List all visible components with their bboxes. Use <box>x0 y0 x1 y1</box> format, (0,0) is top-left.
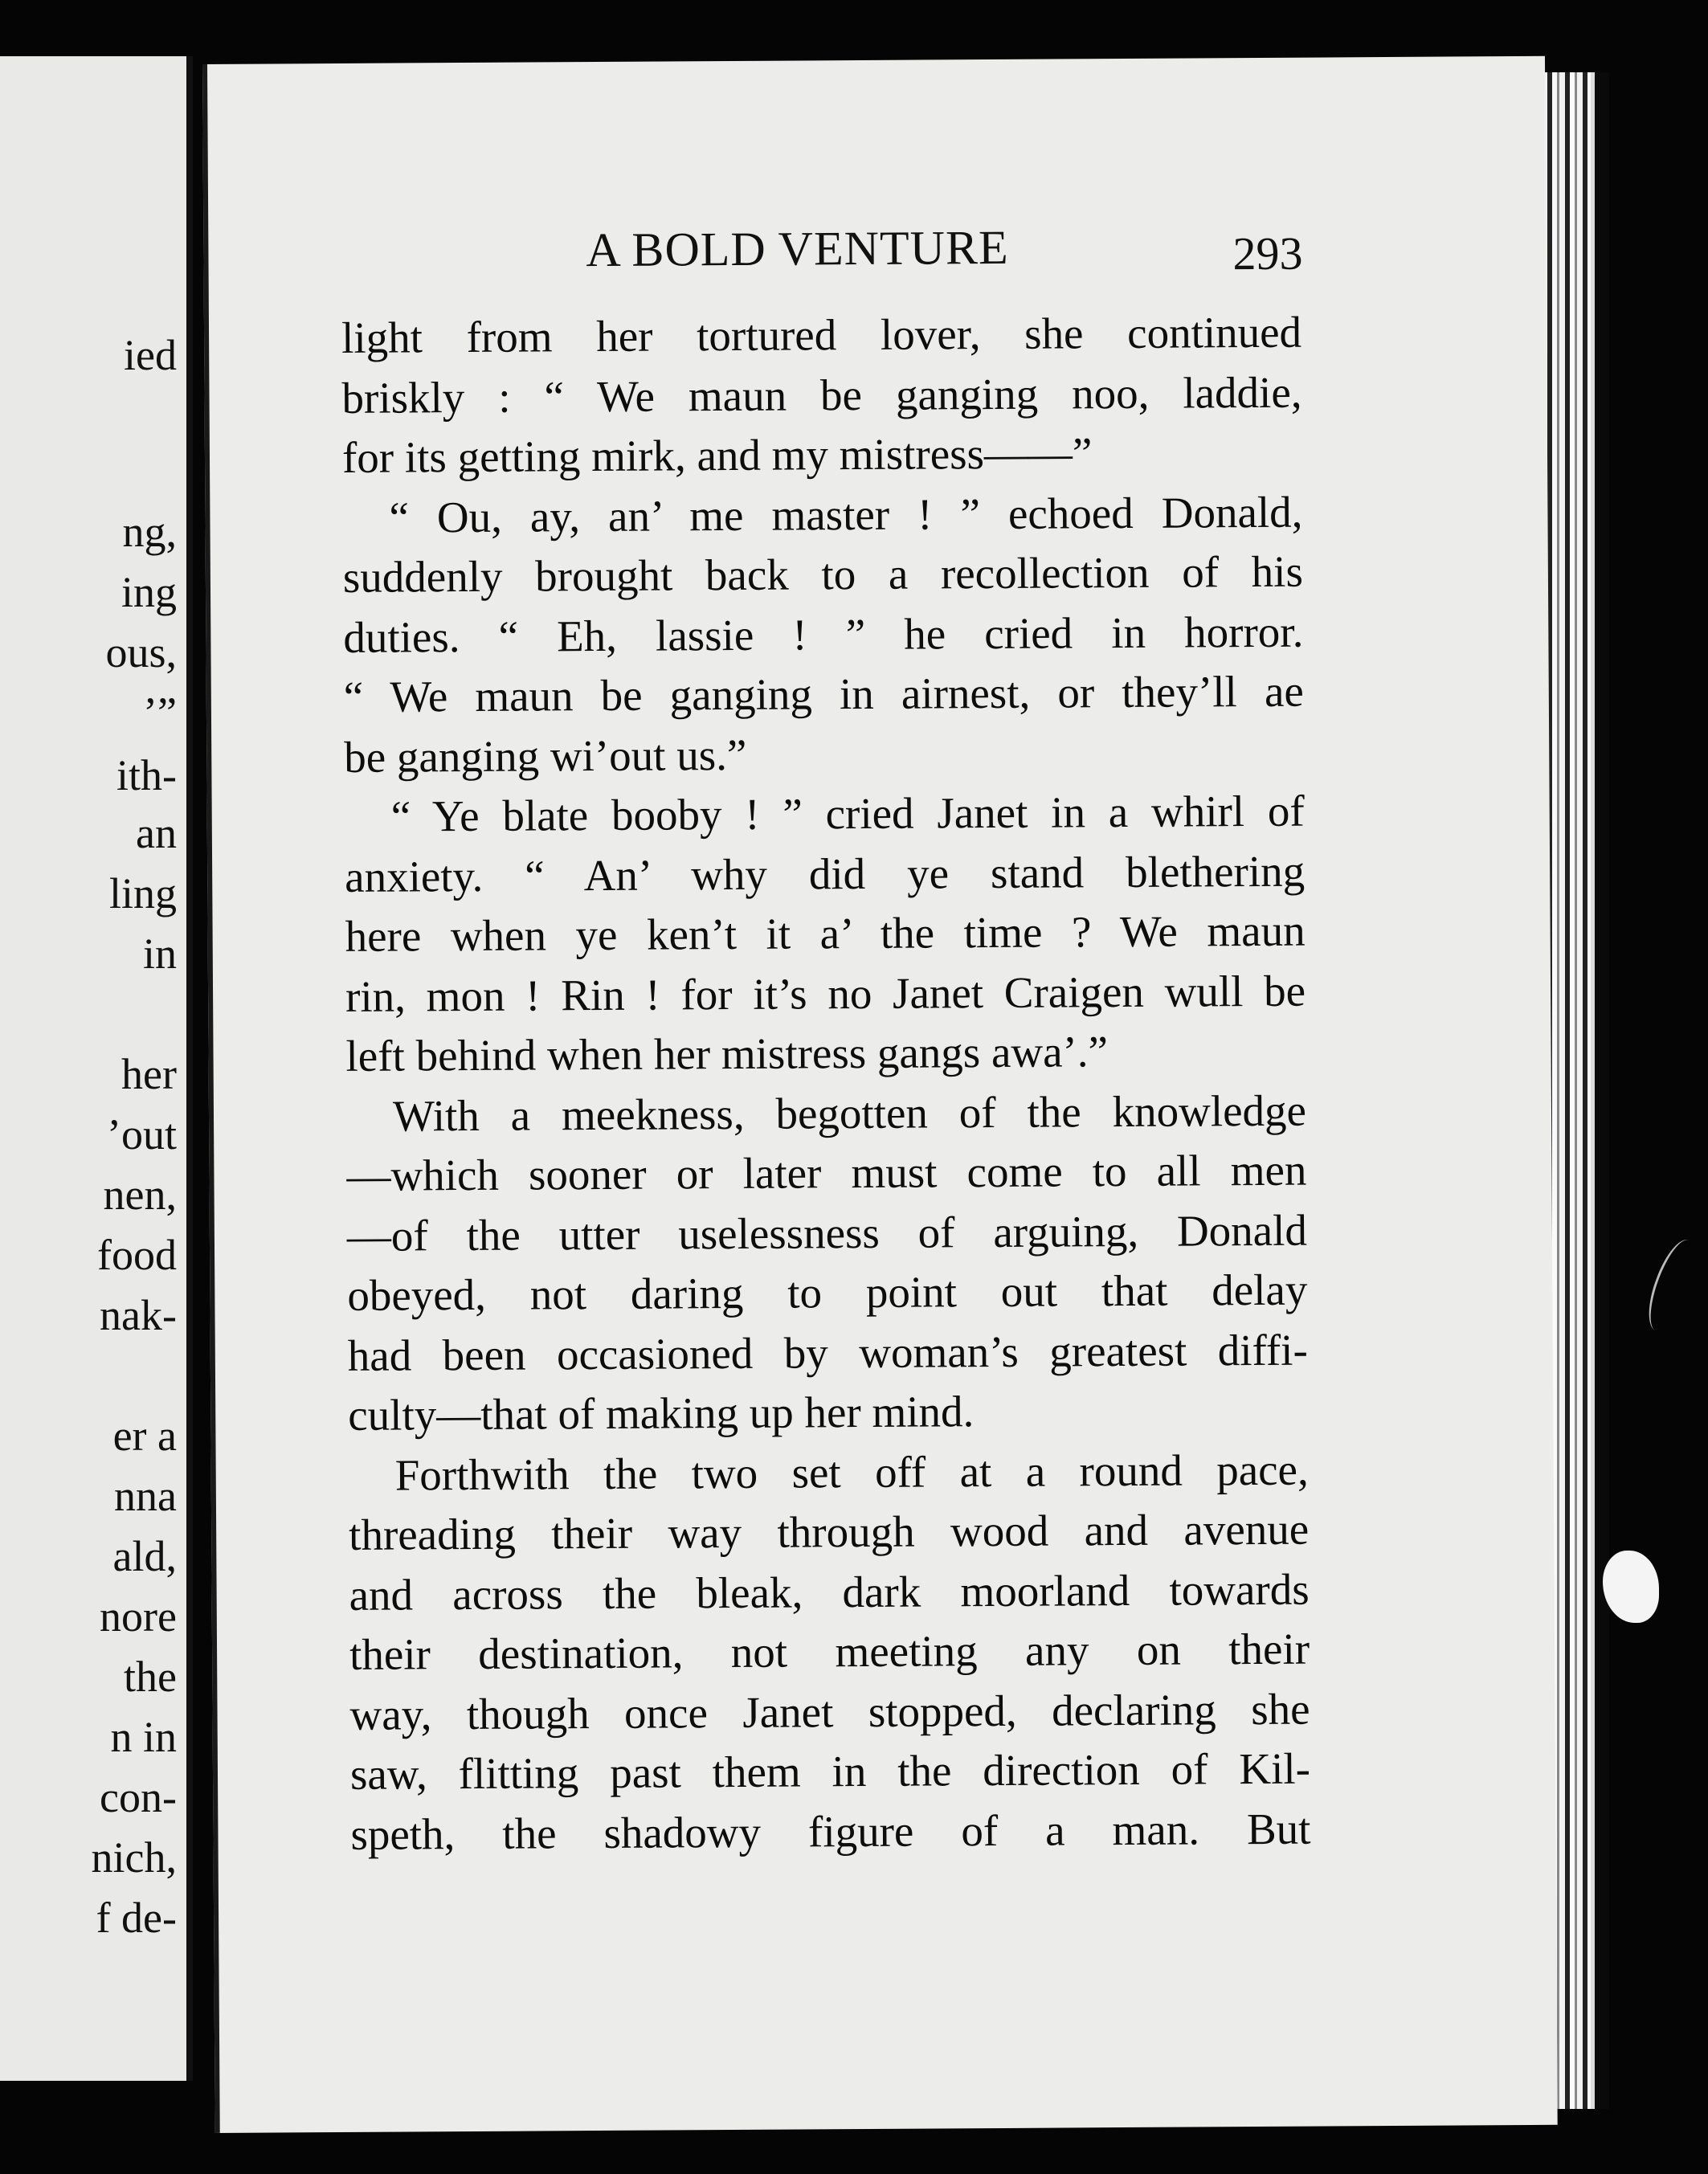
left-page-fragment: ’” <box>143 689 177 737</box>
left-page-fragment: ing <box>121 568 177 616</box>
text-line: culty—that of making up her mind. <box>348 1387 975 1440</box>
text-line: briskly : “ We maun be ganging noo, laddie, <box>341 367 1302 423</box>
left-page-fragment: ng, <box>122 508 177 556</box>
right-page <box>202 56 1558 2133</box>
text-line: —of the utter uselessness of arguing, Donald <box>346 1205 1308 1261</box>
left-page-fragment: ling <box>108 869 177 917</box>
running-head <box>208 217 1546 289</box>
text-line: Forthwith the two set off at a round pace, <box>394 1445 1309 1500</box>
text-line: anxiety. “ An’ why did ye stand blethering <box>344 846 1306 901</box>
text-line: rin, mon ! Rin ! for it’s no Janet Craigen wull be <box>345 966 1306 1021</box>
left-page-fragment: ous, <box>105 628 177 676</box>
text-line: and across the bleak, dark moorland towards <box>349 1564 1310 1620</box>
left-page <box>0 56 193 2081</box>
text-line: be ganging wi’out us.” <box>344 729 747 782</box>
text-line: suddenly brought back to a recollection of his <box>342 546 1304 602</box>
left-page-fragment: nna <box>114 1472 177 1520</box>
left-page-fragment: n in <box>110 1713 177 1761</box>
left-page-fragment: nen, <box>103 1171 177 1219</box>
left-page-fragment: ald, <box>112 1532 177 1580</box>
left-page-fragment: nich, <box>91 1833 177 1882</box>
text-line: for its getting mirk, and my mistress——” <box>341 428 1093 482</box>
left-page-fragment: f de- <box>96 1894 177 1942</box>
left-page-fragment: in <box>142 930 177 978</box>
left-page-fragment: nore <box>100 1592 177 1641</box>
text-line: saw, flitting past them in the direction of Kil- <box>349 1743 1311 1799</box>
left-page-fragment: ith- <box>116 751 177 799</box>
text-line: —which sooner or later must come to all men <box>346 1145 1307 1200</box>
text-line: way, though once Janet stopped, declaring she <box>349 1684 1310 1739</box>
body-text <box>341 303 1311 1865</box>
left-page-fragment: her <box>121 1050 177 1098</box>
text-line: duties. “ Eh, lassie ! ” he cried in horror. <box>343 607 1304 662</box>
text-line: threading their way through wood and avenue <box>348 1504 1310 1559</box>
left-page-fragment: ’out <box>107 1110 177 1159</box>
text-line: With a meekness, begotten of the knowledge <box>392 1085 1307 1141</box>
text-line: light from her tortured lover, she continued <box>341 307 1302 362</box>
left-page-fragment: an <box>136 809 177 857</box>
left-page-fragment: er a <box>112 1412 177 1460</box>
left-page-fragment: nak- <box>100 1291 177 1339</box>
text-line: “ Ou, ay, an’ me master ! ” echoed Donald, <box>389 487 1303 542</box>
running-head-title: A BOLD VENTURE <box>586 220 1009 277</box>
left-page-fragment: the <box>124 1653 177 1701</box>
text-line: their destination, not meeting any on their <box>349 1624 1310 1679</box>
text-line: “ Ye blate booby ! ” cried Janet in a whirl of <box>390 786 1305 841</box>
left-page-fragment: food <box>97 1231 177 1279</box>
left-page-fragment: ied <box>124 331 177 379</box>
text-line: speth, the shadowy figure of a man. But <box>350 1804 1311 1859</box>
paper-blot <box>1603 1551 1659 1623</box>
text-line: here when ye ken’t it a’ the time ? We maun <box>345 905 1306 961</box>
text-line: had been occasioned by woman’s greatest diffi- <box>347 1325 1308 1380</box>
book-cover-edge <box>1591 72 1609 2109</box>
text-line: left behind when her mistress gangs awa’.” <box>345 1027 1109 1081</box>
text-line: “ We maun be ganging in airnest, or they’ll ae <box>343 666 1304 721</box>
text-line: obeyed, not daring to point out that delay <box>347 1265 1308 1320</box>
scratch-mark <box>1640 1234 1705 1336</box>
left-page-fragment: con- <box>100 1773 177 1821</box>
page-number: 293 <box>1232 227 1303 280</box>
